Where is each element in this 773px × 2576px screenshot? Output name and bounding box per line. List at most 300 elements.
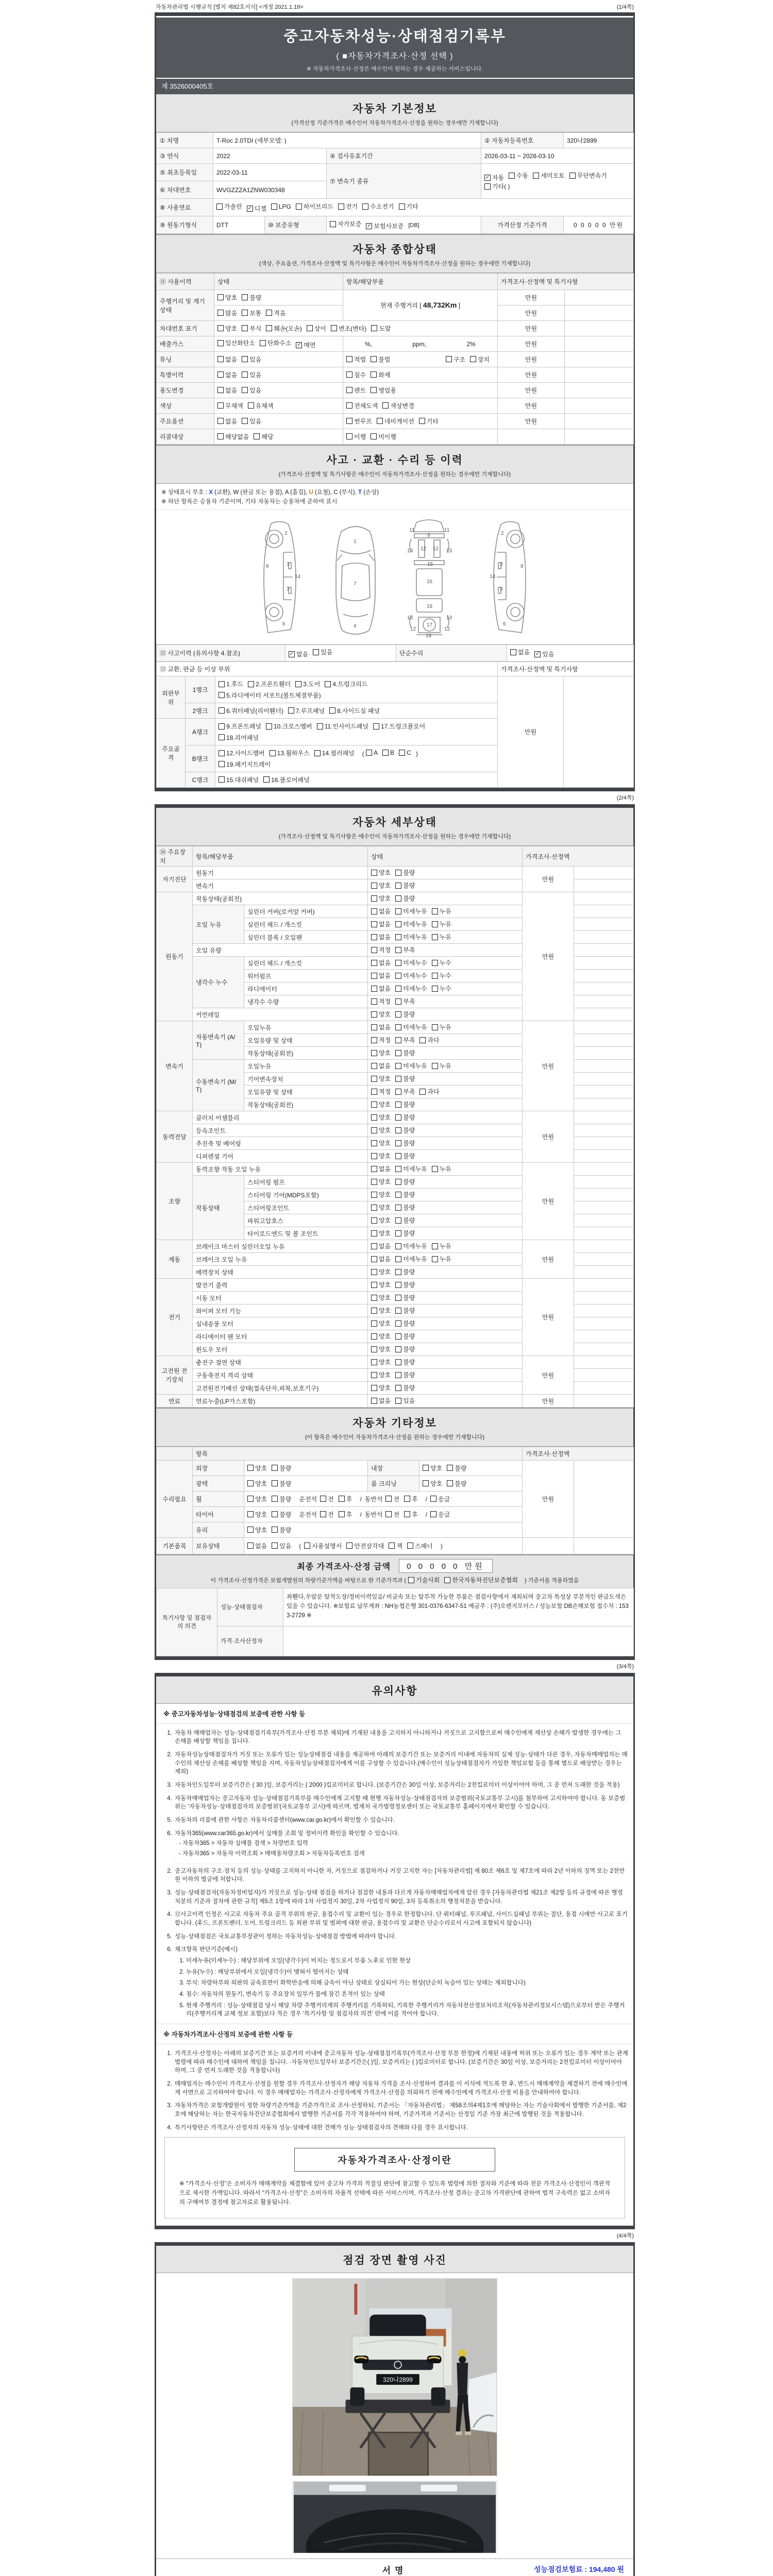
row-mileage-note1 [565,290,634,306]
checkbox-label: 부족 [403,1037,415,1044]
checkbox-전기[interactable] [338,202,358,211]
checkbox-후[interactable] [404,1510,418,1519]
checkbox-유채색[interactable] [248,401,274,410]
checkbox-box [242,310,248,316]
basic-items-note [574,1538,634,1554]
checkbox-누수[interactable] [432,958,451,967]
checkbox-양호[interactable] [371,1383,391,1392]
checkbox-누유[interactable] [432,1242,451,1250]
detail-row [157,1356,634,1369]
checkbox-양호[interactable] [371,1151,391,1160]
checkbox-불량[interactable] [395,894,415,903]
checkbox-label: 미세누유 [403,1062,427,1070]
checkbox-양호[interactable] [371,1306,391,1315]
checkbox-label: 렌트 [354,386,366,394]
checkbox-없음[interactable] [371,984,391,993]
checkbox-있음[interactable] [242,386,261,395]
checkbox-불량[interactable] [395,1345,415,1353]
checkbox-불량[interactable] [395,1151,415,1160]
checkbox-label: 색상변경 [390,402,414,410]
checkbox-후[interactable] [339,1495,352,1503]
checkbox-box [371,986,377,992]
checkbox-이행[interactable] [346,432,366,441]
checkbox-양호[interactable] [371,1113,391,1122]
detail-item-label: 실린더 커버(로커암 커버) [244,905,368,918]
car-diagrams [156,510,633,645]
checkbox-label: 불량 [403,1333,415,1341]
checkbox-전[interactable] [385,1510,399,1519]
checkbox-label: 없음 [225,417,238,425]
checkbox-응급[interactable] [430,1510,450,1519]
checkbox-누유[interactable] [432,1164,451,1173]
checkbox-label: 무단변속기 [577,172,607,180]
checkbox-기타[interactable] [399,202,418,211]
checkbox-불량[interactable] [242,293,261,302]
detail-price-note [574,892,634,905]
checkbox-label: 미세누수 [403,972,427,980]
checkbox-불량[interactable] [395,1126,415,1134]
checkbox-전[interactable] [320,1495,334,1503]
checkbox-누유[interactable] [432,907,451,916]
checkbox-세미오토[interactable] [533,171,564,180]
checkbox-2.프론트휀더[interactable] [248,680,291,688]
checkbox-응급[interactable] [430,1495,450,1503]
checkbox-양호[interactable] [371,1177,391,1186]
svg-text:1: 1 [354,539,357,545]
checkbox-box [395,1037,401,1043]
notice-list-c [174,2049,628,2132]
checkbox-장치[interactable] [470,355,490,364]
checkbox-기타( )[interactable] [484,182,510,191]
checkbox-불량[interactable] [395,1048,415,1057]
checkbox-box [395,1308,401,1314]
checkbox-양호[interactable] [371,1139,391,1147]
checkbox-16.플로어패널[interactable] [263,775,310,784]
checkbox-과다[interactable] [419,1087,439,1096]
checkbox-한국자동차진단보증협회[interactable] [444,1575,518,1584]
checkbox-적정[interactable] [371,945,391,954]
detail-price-note [574,1008,634,1021]
checkbox-불법[interactable] [371,355,390,364]
checkbox-침수[interactable] [346,370,366,379]
checkbox-불량[interactable] [272,1510,291,1519]
checkbox-5.라디에이터 서포트(볼트체결부품)[interactable] [219,691,321,700]
checkbox-일산화탄소[interactable] [217,338,255,347]
checkbox-불량[interactable] [395,1319,415,1328]
checkbox-있음[interactable] [395,1396,415,1405]
checkbox-label: 없음 [225,371,238,379]
checkbox-불량[interactable] [395,1074,415,1083]
basic-info-title: 자동차 기본정보 [352,103,437,115]
checkbox-없음[interactable] [217,386,237,395]
detail-price-note [574,1021,634,1034]
checkbox-양호[interactable] [247,1510,267,1519]
checkbox-불량[interactable] [447,1479,466,1488]
notice-subitem: - 자동차365 > 자동차 실매물 검색 > 차량번호 입력 [179,1840,308,1847]
detail-row [157,1395,634,1408]
checkbox-불량[interactable] [395,1216,415,1225]
checkbox-box [447,1480,453,1486]
checkbox-미세누유[interactable] [395,1242,427,1250]
checkbox-후[interactable] [404,1495,418,1503]
checkbox-불량[interactable] [395,1370,415,1379]
checkbox-누수[interactable] [432,971,451,980]
checkbox-누유[interactable] [432,1023,451,1031]
checkbox-무채색[interactable] [217,401,243,410]
checkbox-box [371,883,377,889]
checkbox-네비게이션[interactable] [377,417,414,426]
checkbox-7.루프패널[interactable] [288,706,325,715]
checkbox-양호[interactable] [247,1479,267,1488]
checkbox-양호[interactable] [371,868,391,877]
checkbox-label: 변조(변타) [338,325,367,332]
checkbox-스패너[interactable] [407,1541,433,1550]
checkbox-box [395,1127,401,1133]
checkbox-구조[interactable] [446,355,465,364]
checkbox-양호[interactable] [371,881,391,890]
checkbox-없음[interactable] [371,1242,391,1250]
checkbox-box [423,1480,429,1486]
checkbox-불량[interactable] [272,1479,291,1488]
checkbox-양호[interactable] [423,1464,442,1472]
checkbox-양호[interactable] [371,1280,391,1289]
checkbox-훼손(오손)[interactable] [266,324,301,333]
detail-item-state [368,1369,523,1382]
checkbox-양호[interactable] [371,1126,391,1134]
checkbox-미세누유[interactable] [395,1164,427,1173]
checkbox-양호[interactable] [371,1332,391,1341]
checkbox-안전삼각대[interactable] [346,1541,384,1550]
checkbox-없음[interactable] [371,1023,391,1031]
checkbox-하이브리드[interactable] [296,202,333,211]
signature-label[interactable]: 서명 [382,2565,408,2575]
checkbox-미세누유[interactable] [395,1023,427,1031]
checkbox-미세누유[interactable] [395,907,427,916]
checkbox-자동[interactable] [484,173,504,182]
checkbox-4.트렁크리드[interactable] [325,680,367,688]
checkbox-label: 불법 [378,355,391,363]
checkbox-없음[interactable] [371,971,391,980]
checkbox-box [395,1101,401,1108]
checkbox-19.패키지트레이[interactable] [219,760,271,769]
detail-item-label: 충전구 절연 상태 [193,1356,368,1369]
basic-items-group-label: 기본품목 [157,1538,193,1554]
checkbox-양호[interactable] [371,1190,391,1199]
notice-subitem: 1. 미세누유(미세누수) : 해당부위에 오일(냉각수)이 비치는 정도로서 부품 노후로 인한 현상 [186,1957,628,1965]
checkbox-미세누수[interactable] [395,958,427,967]
checkbox-잭[interactable] [389,1541,402,1550]
checkbox-양호[interactable] [371,1100,391,1109]
checkbox-전체도색[interactable] [346,401,378,410]
detail-item-state [368,970,523,982]
checkbox-18.리어패널[interactable] [219,733,259,742]
checkbox-불량[interactable] [395,1229,415,1238]
checkbox-불량[interactable] [395,1332,415,1341]
checkbox-양호[interactable] [371,1319,391,1328]
row-mileage-note2 [565,306,634,321]
svg-text:12: 12 [421,546,427,552]
checkbox-LPG[interactable] [271,203,291,210]
checkbox-양호[interactable] [371,1010,391,1019]
checkbox-많음[interactable] [217,309,237,317]
field-transmission-options [481,164,634,199]
checkbox-없음[interactable] [371,920,391,928]
checkbox-부족[interactable] [395,945,415,954]
checkbox-있음[interactable] [534,650,554,658]
checkbox-부족[interactable] [395,997,415,1006]
checkbox-미세누수[interactable] [395,971,427,980]
checkbox-15.대쉬패널[interactable] [219,775,259,784]
checkbox-없음[interactable] [371,933,391,941]
checkbox-양호[interactable] [371,1358,391,1366]
svg-text:19: 19 [427,604,433,609]
checkbox-미이행[interactable] [371,432,396,441]
checkbox-양호[interactable] [371,1203,391,1212]
checkbox-보통[interactable] [242,309,261,317]
checkbox-불량[interactable] [272,1495,291,1503]
checkbox-후[interactable] [339,1510,352,1519]
checkbox-부족[interactable] [395,1087,415,1096]
checkbox-디젤[interactable] [247,204,266,213]
checkbox-14.필러패널[interactable] [314,749,355,757]
checkbox-있음[interactable] [313,648,332,656]
checkbox-있음[interactable] [272,1541,291,1550]
checkbox-부식[interactable] [242,324,261,333]
legend-segment: (부식), [338,489,358,496]
checkbox-미세누유[interactable] [395,1255,427,1263]
checkbox-있음[interactable] [242,370,261,379]
row-special-state [214,367,343,383]
checkbox-가솔린[interactable] [216,202,242,211]
checkbox-양호[interactable] [371,1074,391,1083]
tire-options: 양호 불량 운전석 전 후 / 동반석 전 후 / 응급 [244,1507,523,1522]
checkbox-미세누수[interactable] [395,984,427,993]
checkbox-누유[interactable] [432,1255,451,1263]
detail-price-note [574,1111,634,1124]
checkbox-label: 불량 [403,869,415,877]
checkbox-보험사보증[interactable] [366,222,404,230]
checkbox-양호[interactable] [371,894,391,903]
checkbox-불량[interactable] [395,1190,415,1199]
checkbox-적음[interactable] [266,309,285,317]
row-options-label: 주요옵션 [157,414,214,429]
checkbox-부족[interactable] [395,1036,415,1044]
checkbox-label: 없음 [379,1024,391,1031]
checkbox-양호[interactable] [371,1345,391,1353]
row-mileage-item [343,290,498,321]
checkbox-없음[interactable] [371,1061,391,1070]
checkbox-무단변속기[interactable] [569,171,607,180]
checkbox-불량[interactable] [395,1280,415,1289]
checkbox-불량[interactable] [395,1306,415,1315]
checkbox-label: 스패너 [414,1542,433,1550]
checkbox-사용설명서[interactable] [304,1541,342,1550]
checkbox-label: 없음 [379,972,391,980]
checkbox-적정[interactable] [371,1036,391,1044]
checkbox-상이[interactable] [307,324,326,333]
checkbox-box [371,1359,377,1365]
checkbox-누유[interactable] [432,1061,451,1070]
checkbox-없음[interactable] [247,1541,267,1550]
detail-item-state [368,918,523,931]
checkbox-과다[interactable] [419,1036,439,1044]
checkbox-해당[interactable] [254,432,273,441]
checkbox-양호[interactable] [247,1464,267,1472]
checkbox-있음[interactable] [242,355,261,364]
checkbox-불량[interactable] [395,1203,415,1212]
checkbox-매연[interactable] [296,341,315,349]
detail-item-label: 등속조인트 [193,1124,368,1137]
checkbox-box [371,998,377,1005]
checkbox-변조(변타)[interactable] [331,324,366,333]
row-recall-price [498,429,565,445]
checkbox-9.프론트패널[interactable] [219,722,261,731]
checkbox-6.쿼터패널(리어휀더)[interactable] [219,706,283,715]
checkbox-불량[interactable] [395,881,415,890]
checkbox-양호[interactable] [371,1229,391,1238]
detail-item-label: 실린더 헤드 / 개스킷 [244,918,368,931]
checkbox-미세누유[interactable] [395,920,427,928]
checkbox-불량[interactable] [395,868,415,877]
checkbox-11.인사이드패널[interactable] [317,722,368,731]
checkbox-적법[interactable] [346,355,366,364]
checkbox-box [395,883,401,889]
checkbox-없음[interactable] [371,1396,391,1405]
checkbox-10.크로스멤버[interactable] [266,722,312,731]
checkbox-없음[interactable] [510,648,530,656]
checkbox-불량[interactable] [395,1177,415,1186]
checkbox-없음[interactable] [371,907,391,916]
detail-item-label: 와이퍼 모터 기능 [193,1304,368,1317]
detail-item-state [368,957,523,970]
checkbox-불량[interactable] [395,1139,415,1147]
checkbox-기타[interactable] [419,417,439,426]
interior-options [419,1461,523,1476]
checkbox-3.도어[interactable] [295,680,320,688]
checkbox-탄화수소[interactable] [260,338,291,347]
checkbox-C[interactable] [399,749,411,756]
checkbox-label: 부식 [249,325,262,332]
checkbox-label: 불량 [279,1526,292,1534]
checkbox-양호[interactable] [217,324,237,333]
checkbox-양호[interactable] [371,1048,391,1057]
checkbox-렌트[interactable] [346,386,366,395]
checkbox-영업용[interactable] [371,386,396,395]
checkbox-도말[interactable] [371,324,391,333]
checkbox-양호[interactable] [371,1370,391,1379]
checkbox-label: 한국자동차진단보증협회 [452,1577,518,1584]
checkbox-17.트렁크플로어[interactable] [373,722,425,731]
detail-item-label: 배력장치 상태 [193,1266,368,1279]
checkbox-썬루프[interactable] [346,417,372,426]
detail-col-state: 상태 [368,846,523,867]
checkbox-불량[interactable] [395,1358,415,1366]
checkbox-양호[interactable] [371,1293,391,1302]
row-usage-price: 만원 [498,383,565,398]
checkbox-누유[interactable] [432,933,451,941]
checkbox-12.사이드멤버[interactable] [219,749,265,757]
checkbox-box [371,1153,377,1159]
checkbox-자가보증[interactable] [330,219,361,228]
checkbox-전[interactable] [385,1495,399,1503]
checkbox-해당없음[interactable] [217,432,249,441]
checkbox-불량[interactable] [395,1267,415,1276]
notice-item: 4. 자동차매매업자는 중고자동차 성능·상태점검기록부를 매수인에게 고지할 때 현행 자동차성능·상태점검자의 보증범위(국토교통부 고시)를 첨부하여 고지하여야 합니다. 동 보증범위는 '자동차성능·상태점검자의 보증범위'(국토교통부 고시)에 따르며, 법제처 국가법령정보센터 또는 국토교통부 홈페이지에서 확인할 수 있습니다. [174,1794,628,1811]
checkbox-없음[interactable] [289,650,308,658]
checkbox-없음[interactable] [371,1164,391,1173]
checkbox-label: 보통 [249,309,262,317]
checkbox-양호[interactable] [247,1526,267,1534]
checkbox-불량[interactable] [272,1464,291,1472]
checkbox-label: 가솔린 [224,203,242,210]
notice-sublist [186,1957,628,2019]
checkbox-있음[interactable] [242,417,261,426]
checkbox-양호[interactable] [247,1495,267,1503]
checkbox-불량[interactable] [447,1464,466,1472]
checkbox-불량[interactable] [395,1010,415,1019]
checkbox-전[interactable] [320,1510,334,1519]
checkbox-불량[interactable] [395,1293,415,1302]
checkbox-양호[interactable] [217,293,237,302]
checkbox-1.후드[interactable] [219,680,243,688]
checkbox-색상변경[interactable] [382,401,414,410]
checkbox-적정[interactable] [371,1087,391,1096]
checkbox-불량[interactable] [272,1526,291,1534]
checkbox-box [371,947,377,953]
checkbox-양호[interactable] [423,1479,442,1488]
checkbox-box [242,418,248,424]
checkbox-B[interactable] [382,749,394,756]
checkbox-적정[interactable] [371,997,391,1006]
detail-price-note [574,1330,634,1343]
checkbox-기술사회[interactable] [408,1575,440,1584]
checkbox-화재[interactable] [371,370,390,379]
checkbox-box [339,1511,345,1517]
etc-col-price: 가격조사·산정액 [523,1447,634,1461]
detail-item-state [368,867,523,879]
checkbox-수동[interactable] [509,171,528,180]
checkbox-8.사이드실 패널[interactable] [329,706,380,715]
checkbox-양호[interactable] [371,1267,391,1276]
checkbox-box [371,1385,377,1391]
checkbox-불량[interactable] [395,1113,415,1122]
checkbox-수소전기[interactable] [362,202,394,211]
checkbox-없음[interactable] [371,958,391,967]
checkbox-미세누유[interactable] [395,1061,427,1070]
checkbox-box [432,973,438,979]
checkbox-미세누유[interactable] [395,933,427,941]
detail-group-price: 만원 [523,1395,574,1408]
checkbox-누유[interactable] [432,920,451,928]
checkbox-box [317,723,323,730]
row-tuning-state [214,352,343,367]
checkbox-A[interactable] [366,749,378,756]
checkbox-box [399,204,405,210]
checkbox-label: 전 [328,1511,334,1518]
checkbox-양호[interactable] [371,1216,391,1225]
checkbox-없음[interactable] [371,1255,391,1263]
checkbox-없음[interactable] [217,370,237,379]
checkbox-없음[interactable] [217,417,237,426]
checkbox-불량[interactable] [395,1100,415,1109]
checkbox-box [219,776,225,783]
checkbox-label: 누유 [439,934,451,941]
checkbox-13.휠하우스[interactable] [270,749,310,757]
detail-group-label: 연료 [157,1395,193,1408]
checkbox-불량[interactable] [395,1383,415,1392]
checkbox-누수[interactable] [432,984,451,993]
checkbox-없음[interactable] [217,355,237,364]
